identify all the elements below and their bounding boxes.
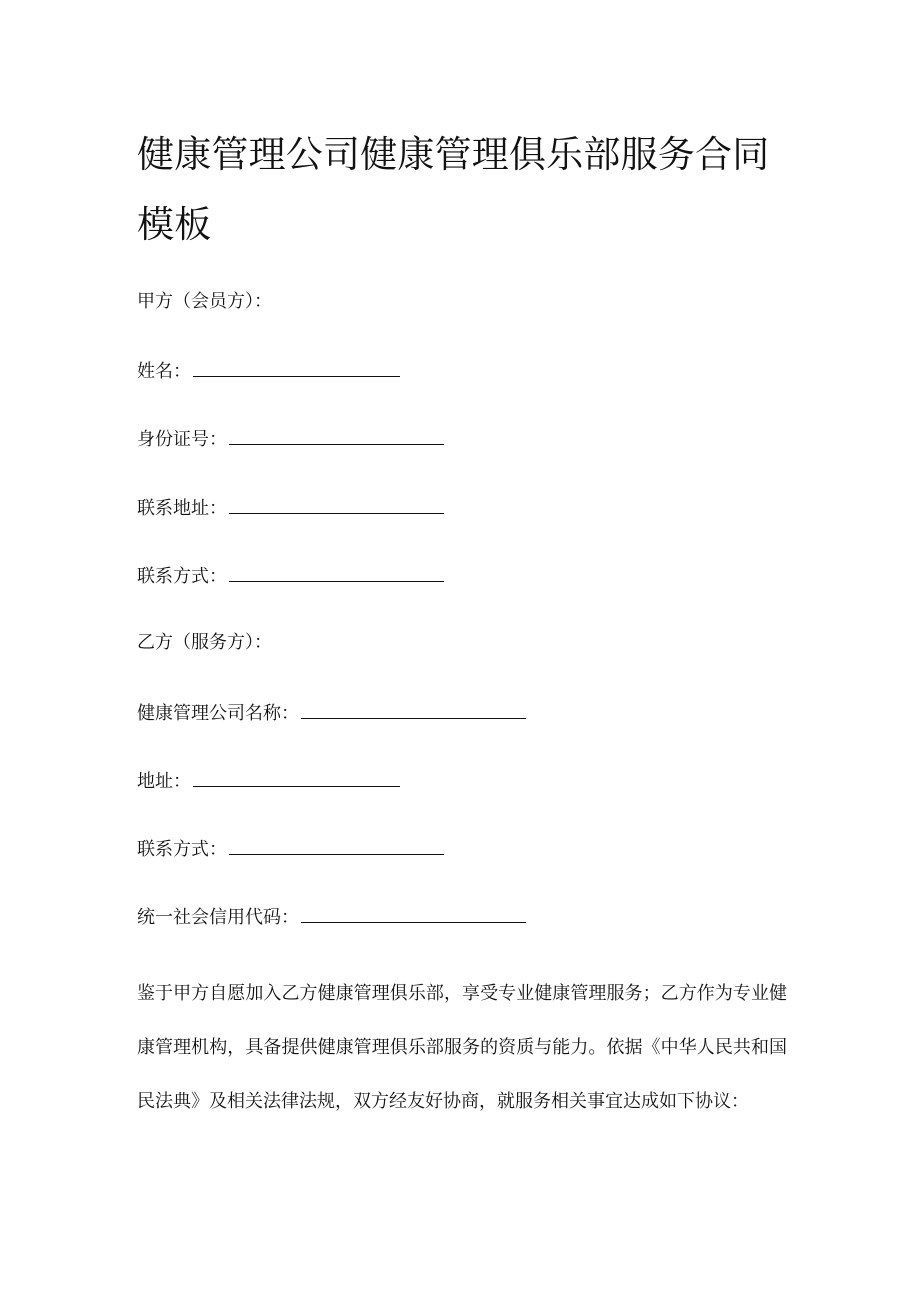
- party-b-heading-label: 乙方（服务方）：: [137, 632, 272, 653]
- party-b-address-row: [137, 768, 400, 794]
- party-a-id-label: 身份证号：: [137, 429, 227, 450]
- party-a-contact-label: 联系方式：: [137, 566, 227, 587]
- document-title: 健康管理公司健康管理俱乐部服务合同模板: [137, 133, 770, 246]
- party-a-heading-label: 甲方（会员方）：: [137, 291, 272, 312]
- party-a-id-blank: [229, 426, 444, 445]
- party-a-name-blank: [193, 358, 400, 377]
- party-b-contact-blank: [229, 836, 444, 855]
- party-a-heading: [137, 290, 272, 314]
- party-b-credit-code-label: 统一社会信用代码：: [137, 907, 299, 928]
- party-b-address-blank: [193, 768, 400, 787]
- party-a-contact-row: [137, 563, 444, 589]
- party-a-address-row: [137, 495, 444, 521]
- party-b-heading: [137, 631, 272, 655]
- party-b-address-label: 地址：: [137, 771, 191, 792]
- party-b-contact-row: [137, 836, 444, 862]
- intro-paragraph: 鉴于甲方自愿加入乙方健康管理俱乐部，享受专业健康管理服务；乙方作为专业健康管理机构，具备提供健康管理俱乐部服务的资质与能力。依据《中华人民共和国民法典》及相关法律法规，双方经友好协商，就服务相关事宜达成如下协议：: [137, 983, 787, 1112]
- party-a-name-row: [137, 358, 400, 384]
- party-b-credit-code-blank: [301, 904, 526, 923]
- party-a-address-blank: [229, 495, 444, 514]
- party-b-company-row: [137, 700, 526, 726]
- party-b-company-label: 健康管理公司名称：: [137, 703, 299, 724]
- party-a-address-label: 联系地址：: [137, 498, 227, 519]
- party-a-contact-blank: [229, 563, 444, 582]
- party-b-company-blank: [301, 700, 526, 719]
- party-b-contact-label: 联系方式：: [137, 839, 227, 860]
- party-b-credit-code-row: [137, 904, 526, 930]
- party-a-name-label: 姓名：: [137, 361, 191, 382]
- party-a-id-row: [137, 426, 444, 452]
